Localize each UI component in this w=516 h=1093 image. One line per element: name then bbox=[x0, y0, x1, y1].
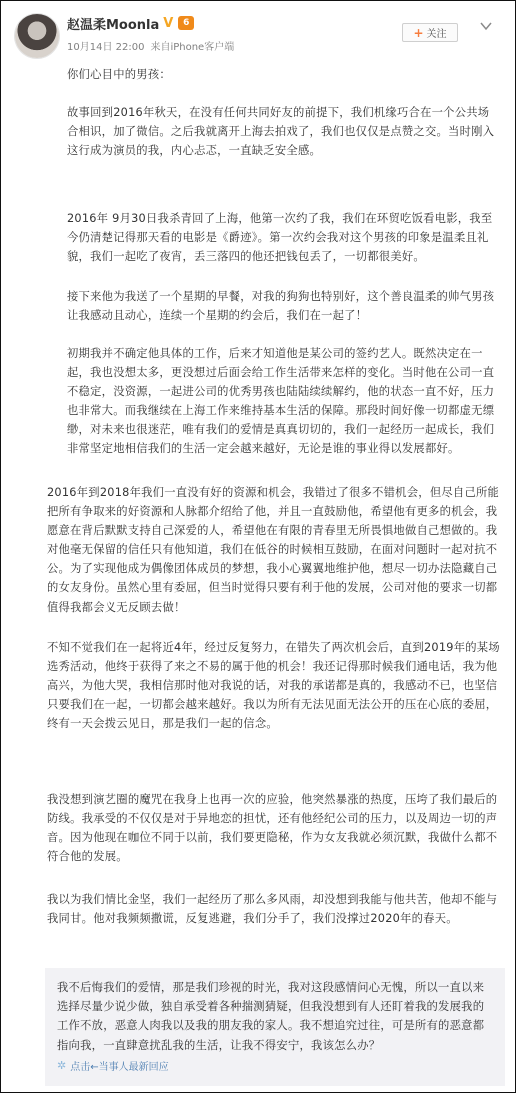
vip-level-icon: 6 bbox=[178, 16, 194, 30]
post-header bbox=[1, 1, 515, 65]
post-source: iPhone客户端 bbox=[170, 42, 235, 53]
post-paragraph: 故事回到2016年秋天，在没有任何共同好友的前提下，我们机缘巧合在一个公共场合相识，加了微信。之后我就离开上海去拍戏了，我们也仅仅是点赞之交。当时刚入这行成为演员的我，内心忐忑，一直缺乏安全感。 bbox=[67, 106, 495, 158]
post-paragraph: 2016年到2018年我们一直没有好的资源和机会，我错过了很多不错机会，但尽自己所能把所有争取来的好资源和人脉都介绍给了他，并且一直鼓励他，希望他有更多的机会，我愿意在背后默默支持自己深爱的人，希望他在有限的青春里无所畏惧地做自己想做的。我对他毫无保留的信任只有他知道，我们在低谷的时候相互鼓励，在面对问题时一起对抗不公。为了实现他成为偶像团体成员的梦想，我小心翼翼地维护他，想尽一切办法隐藏自己的女友身份。虽然心里有委屈，但当时觉得只要有利于他的发展，公司对他的要求一切都值得我都会义无反顾去做！ bbox=[47, 486, 500, 614]
follow-button[interactable] bbox=[402, 23, 458, 42]
avatar[interactable] bbox=[15, 14, 59, 58]
post-paragraph: 2016年 9月30日我杀青回了上海，他第一次约了我，我们在环贸吃饭看电影，我至今仍清楚记得那天看的电影是《爵迹》。第一次约会我对这个男孩的印象是温柔且礼貌，我们一起吃了夜宵，丢三落四的他还把钱包丢了，一切都很美好。 bbox=[67, 212, 493, 264]
post-paragraph: 接下来他为我送了一个星期的早餐，对我的狗狗也特别好，这个善良温柔的帅气男孩让我感动且动心，连续一个星期的约会后，我们在一起了！ bbox=[67, 290, 495, 323]
verified-badge-icon: V bbox=[163, 15, 174, 31]
quoted-reply-box bbox=[45, 968, 505, 1086]
reply-link[interactable] bbox=[57, 1058, 169, 1073]
post-paragraph: 我以为我们情比金坚，我们一起经历了那么多风雨，却没想到我能与他共苦，他却不能与我同甘。他对我频频撒谎，反复逃避，我们分手了，我们没撑过2020年的春天。 bbox=[47, 893, 498, 926]
reply-link-label[interactable]: 点击←当事人最新回应 bbox=[70, 1062, 169, 1073]
post-date[interactable]: 10月14日 22:00 bbox=[67, 42, 145, 53]
post-paragraph: 不知不觉我们在一起将近4年，经过反复努力，在错失了两次机会后，直到2019年的某场选秀活动，他终于获得了来之不易的属于他的机会！我还记得那时候我们通电话，我为他高兴，为他大哭，我相信那时他对我说的话，对我的承诺都是真的，我感动不已，也坚信只要我们在一起，一切都会越来越好。我以为所有无法见面无法公开的压在心底的委屈，终有一天会拨云见日，那是我们一起的信念。 bbox=[47, 641, 500, 731]
post-paragraph: 初期我并不确定他具体的工作，后来才知道他是某公司的签约艺人。既然决定在一起，我也没想太多，更没想过后面会给工作生活带来怎样的变化。当时他在公司一直不稳定，没资源，一起进公司的优秀男孩也陆陆续续解约，他的状态一直不好，压力也非常大。而我继续在上海工作来维持基本生活的保障。那段时间好像一切都虚无缥缈，对未来也很迷茫，唯有我们的爱情是真真切切的，我们一起经历一起成长，我们非常坚定地相信我们的生活一定会越来越好，无论是谁的事业得以发展都好。 bbox=[67, 347, 495, 456]
name-row bbox=[67, 14, 194, 32]
reply-icon: ✲ bbox=[57, 1059, 67, 1072]
post-meta bbox=[67, 38, 234, 53]
user-name[interactable]: 赵温柔Moonla bbox=[67, 17, 160, 33]
follow-label: 关注 bbox=[426, 29, 447, 40]
post-paragraph-greeting: 你们心目中的男孩： bbox=[67, 68, 171, 81]
chevron-down-icon[interactable] bbox=[479, 19, 493, 33]
post-paragraph: 我没想到演艺圈的魔咒在我身上也再一次的应验，他突然暴涨的热度，压垮了我们最后的防线。我承受的不仅仅是对于异地恋的担忧，还有他经纪公司的压力，以及周边一切的声音。因为他现在咖位不同于以前，我们要更隐秘，作为女友我就必须沉默，我做什么都不符合他的发展。 bbox=[47, 793, 498, 864]
plus-icon: + bbox=[413, 25, 424, 40]
post-source-prefix: 来自 bbox=[150, 42, 171, 53]
reply-text: 我不后悔我们的爱情，那是我们珍视的时光，我对这段感情问心无愧，所以一直以来选择尽量少说少做，独自承受着各种揣测猜疑，但我没想到有人还盯着我的发展我的工作不放，恶意人肉我以及我的朋友我的家人。我不想追究过往，可是所有的恶意都指向我，一直肆意扰乱我的生活，让我不得安宁，我该怎么办？ bbox=[57, 981, 485, 1052]
